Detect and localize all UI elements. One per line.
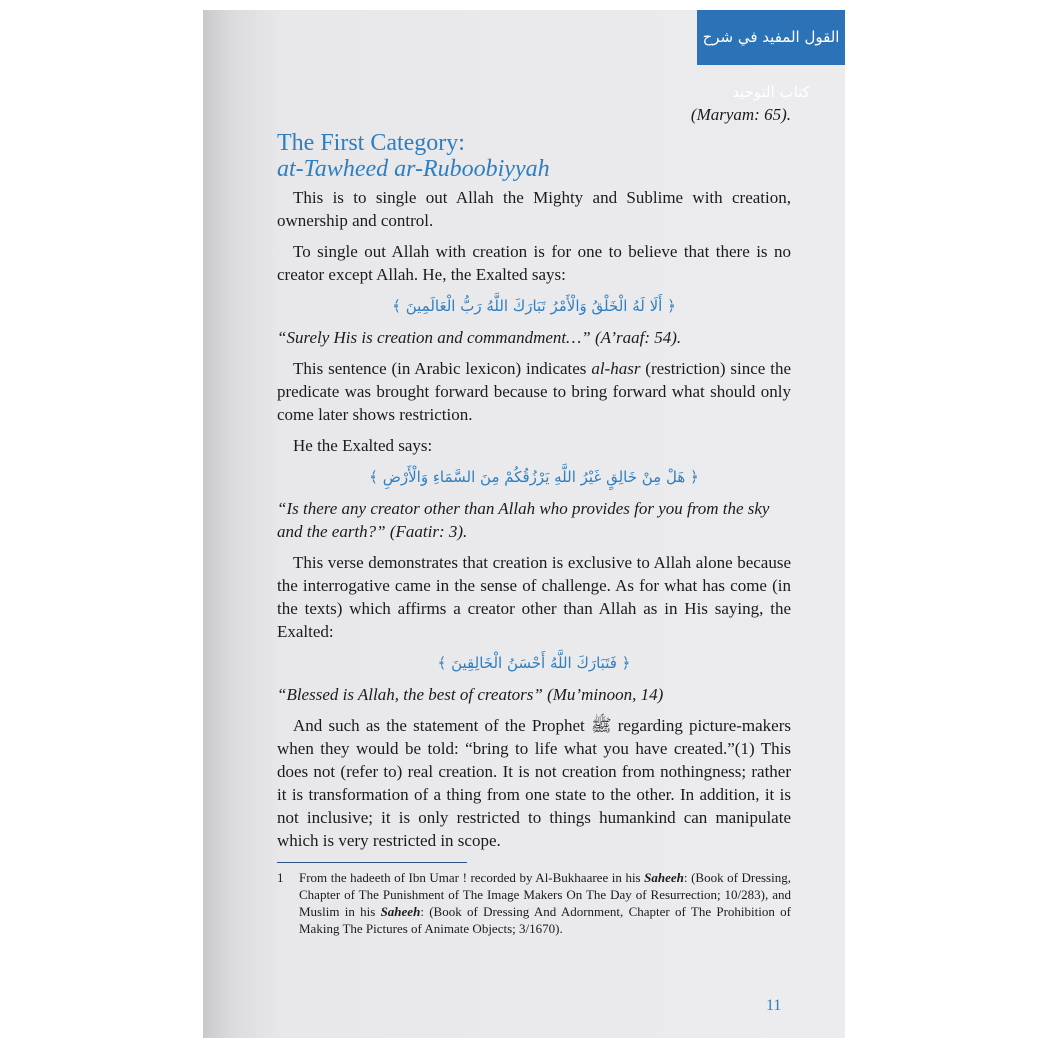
paragraph: To single out Allah with creation is for one to believe that there is no creator except Allah. He, the Exalted says: (277, 242, 791, 284)
footnote-text (299, 869, 791, 937)
arabic-verse: ﴿ هَلْ مِنْ خَالِقٍ غَيْرُ اللَّهِ يَرْزُقُكُمْ مِنَ السَّمَاءِ وَالْأَرْضِ ﴾ (369, 468, 699, 486)
verse-translation: “Blessed is Allah, the best of creators” (Mu’minoon, 14) (277, 685, 664, 704)
footnote (277, 869, 791, 937)
footnote-text-part: : (Book of Dressing, Chapter of The Punishment of The Image Makers On The Day of Resurrection; 10/283), and Muslim in his (299, 870, 791, 919)
section-heading: The First Category: (277, 130, 465, 156)
arabic-verse: ﴿ فَتَبَارَكَ اللَّهُ أَحْسَنُ الْخَالِقِينَ ﴾ (437, 654, 631, 672)
page-number: 11 (766, 997, 782, 1014)
footnote-book-title: Saheeh (644, 870, 684, 885)
section-subheading: at-Tawheed ar-Ruboobiyyah (277, 156, 550, 182)
footnote-divider (277, 862, 467, 863)
verse-translation: “Is there any creator other than Allah who provides for you from the sky and the earth?” (Faatir: 3). (277, 499, 770, 541)
footnote-text-part: From the hadeeth of Ibn Umar ! recorded by Al-Bukhaaree in his (299, 870, 645, 885)
page-content (277, 102, 791, 937)
footnote-number: 1 (277, 870, 284, 885)
paragraph: He the Exalted says: (293, 436, 433, 455)
paragraph-text: (restriction) since the predicate was brought forward because to bring forward what should only come later shows restriction. (277, 359, 791, 424)
term-italic: al-hasr (591, 359, 641, 378)
paragraph-text: This sentence (in Arabic lexicon) indicates (293, 359, 592, 378)
footnote-book-title: Saheeh (380, 904, 421, 919)
paragraph: And such as the statement of the Prophet ﷺ regarding picture-makers when they would be told: “bring to life what you have created.”(1) This does not (refer to) real creation. It is not creation from nothingness; rather it is transformation of a thing from one state to the other. In addition, it is not inclusive; it is only restricted to things humankind can manipulate which is very restricted in scope. (277, 716, 791, 850)
paragraph: This is to single out Allah the Mighty and Sublime with creation, ownership and control. (277, 188, 791, 230)
header-banner: القول المفيد في شرح كتاب التوحيد (697, 10, 845, 65)
paragraph: This verse demonstrates that creation is exclusive to Allah alone because the interrogative came in the sense of challenge. As for what has come (in the texts) which affirms a creator other than Allah as in His saying, the Exalted: (277, 553, 791, 641)
footnote-text-part: : (Book of Dressing And Adornment, Chapter of The Prohibition of Making The Pictures of Animate Objects; 3/1670). (299, 904, 791, 936)
paragraph (277, 357, 791, 426)
arabic-verse: ﴿ أَلَا لَهُ الْخَلْقُ وَالْأَمْرُ تَبَارَكَ اللَّهُ رَبُّ الْعَالَمِينَ ﴾ (392, 297, 676, 315)
book-page (203, 10, 845, 1038)
verse-translation: “Surely His is creation and commandment…” (A’raaf: 54). (277, 328, 682, 347)
verse-citation: (Maryam: 65). (690, 105, 791, 124)
